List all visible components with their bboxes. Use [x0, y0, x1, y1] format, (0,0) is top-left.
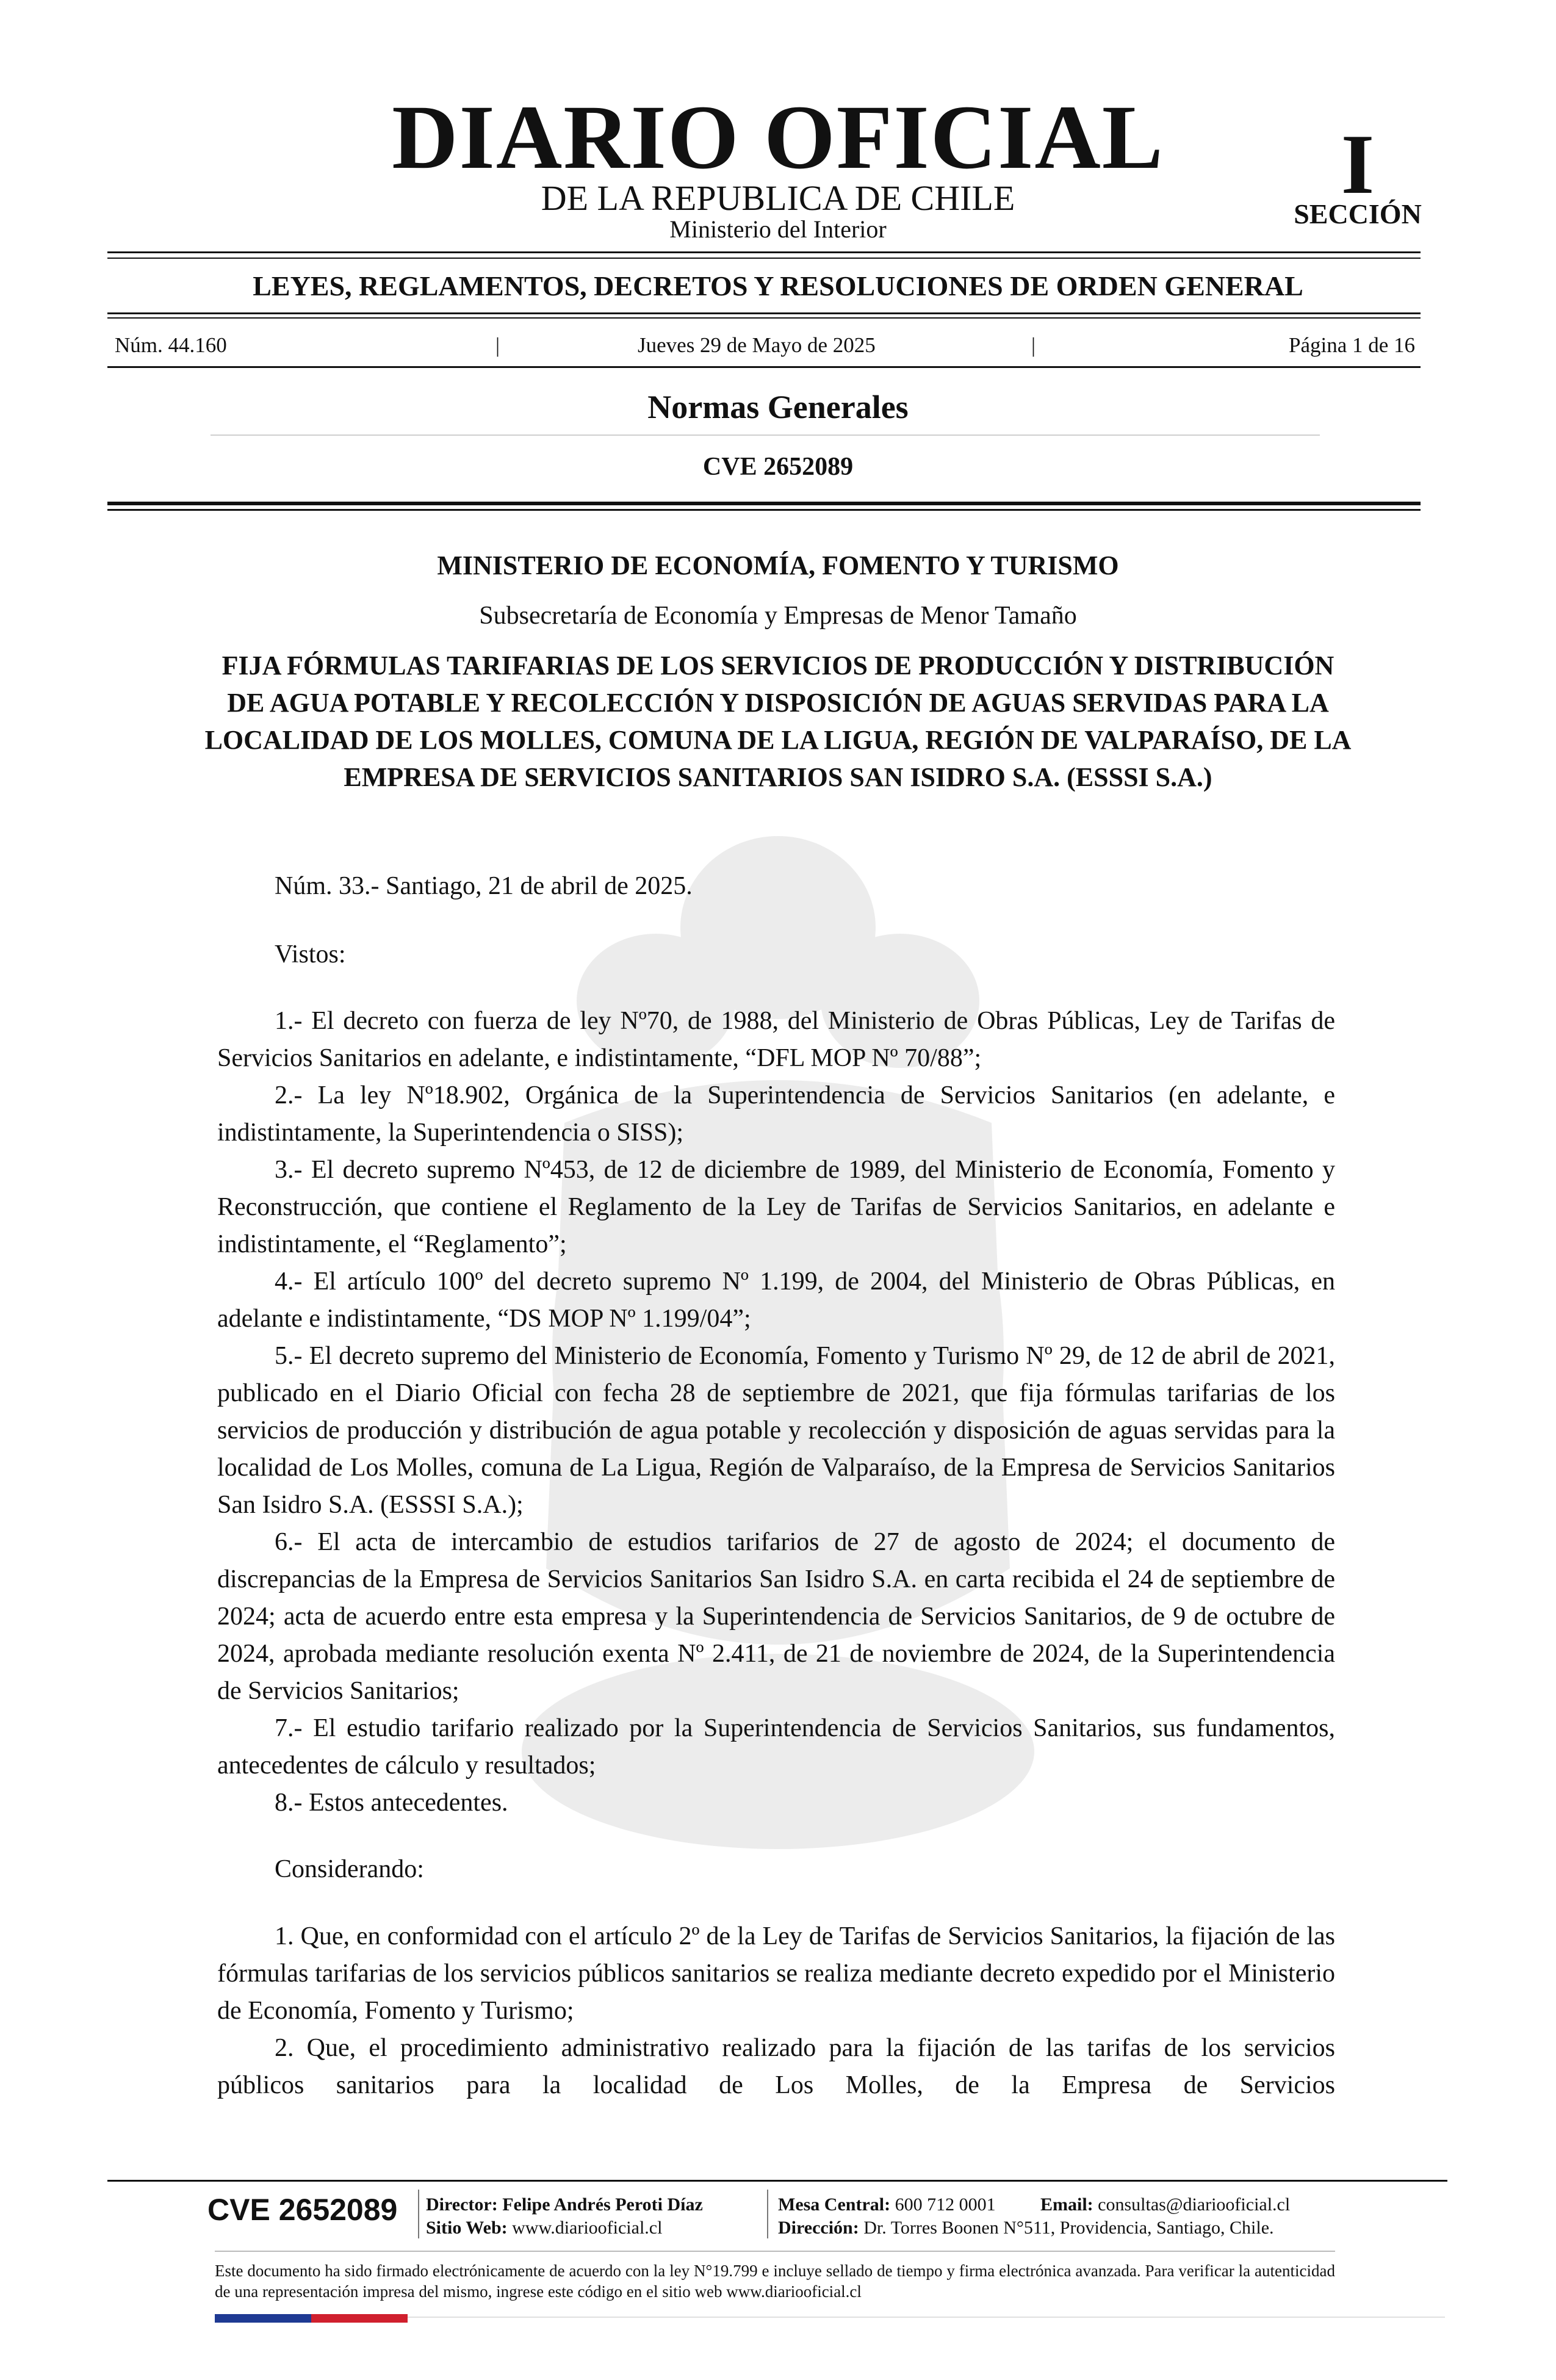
issue-separator: |	[495, 333, 500, 357]
footer-separator	[418, 2190, 419, 2238]
flag-stripe-line	[408, 2317, 1445, 2318]
footer-director	[426, 2196, 703, 2214]
footer-director-label: Director:	[426, 2194, 498, 2215]
footer-rule	[107, 2180, 1447, 2182]
vistos-item: 8.- Estos antecedentes.	[275, 1789, 508, 1817]
vistos-item: 4.- El artículo 100º del decreto supremo Nº 1.199, de 2004, del Ministerio de Obras Públicas, en adelante e indistintamente, “DS MOP Nº 1.199/04”;	[217, 1268, 1335, 1333]
footer-website	[426, 2219, 662, 2237]
vistos-item: 3.- El decreto supremo Nº453, de 12 de diciembre de 1989, del Ministerio de Economía, Fomento y Reconstrucción, que contiene el Reglamento de la Ley de Tarifas de Servicios Sanitarios, en adelante e indistintamente, el “Reglamento”;	[217, 1156, 1335, 1258]
footer-separator	[767, 2190, 768, 2238]
vistos-item: 1.- El decreto con fuerza de ley Nº70, de 1988, del Ministerio de Obras Públicas, Ley de Tarifas de Servicios Sanitarios en adelante, e indistintamente, “DFL MOP Nº 70/88”;	[217, 1007, 1335, 1072]
footer-director-name: Felipe Andrés Peroti Díaz	[502, 2194, 703, 2215]
issue-number: Núm. 44.160	[115, 333, 227, 357]
masthead-subtitle: DE LA REPUBLICA DE CHILE	[541, 178, 1015, 218]
masthead-rule-top	[107, 251, 1421, 253]
footer-mesa-value: 600 712 0001	[895, 2194, 996, 2215]
masthead-title: DIARIO OFICIAL	[392, 87, 1164, 188]
issue-separator: |	[1031, 333, 1036, 357]
section-heading: Normas Generales	[647, 389, 909, 425]
footer-cve: CVE 2652089	[207, 2193, 398, 2227]
section-heading-divider	[211, 435, 1320, 436]
vistos-item: 5.- El decreto supremo del Ministerio de Economía, Fomento y Turismo Nº 29, de 12 de abril de 2021, publicado en el Diario Oficial con fecha 28 de septiembre de 2021, que fija fórmulas tarifarias de los servicios de producción y distribución de agua potable y recolección y disposición de aguas servidas para la localidad de Los Molles, comuna de La Ligua, Región de Valparaíso, de la Empresa de Servicios Sanitarios San Isidro S.A. (ESSSI S.A.);	[217, 1342, 1335, 1519]
vistos-item: 6.- El acta de intercambio de estudios tarifarios de 27 de agosto de 2024; el documento de discrepancias de la Empresa de Servicios Sanitarios San Isidro S.A. en carta recibida el 24 de septiembre de 2024; acta de acuerdo entre esta empresa y la Superintendencia de Servicios Sanitarios, de 9 de octubre de 2024, aprobada mediante resolución exenta Nº 2.411, de 21 de noviembre de 2024, de la Superintendencia de Servicios Sanitarios;	[217, 1528, 1335, 1705]
footer-mesa-label: Mesa Central:	[778, 2194, 891, 2215]
masthead-ministry: Ministerio del Interior	[669, 215, 887, 243]
issue-date: Jueves 29 de Mayo de 2025	[638, 333, 876, 357]
issue-rule-bottom	[107, 366, 1421, 368]
vistos-item: 2.- La ley Nº18.902, Orgánica de la Superintendencia de Servicios Sanitarios (en adelante, e indistintamente, la Superintendencia o SISS);	[217, 1081, 1335, 1147]
issue-page: Página 1 de 16	[1289, 333, 1416, 357]
masthead-rule-bottom	[107, 258, 1421, 259]
footer-website-link[interactable]: www.diariooficial.cl	[512, 2218, 663, 2238]
footer-website-label: Sitio Web:	[426, 2218, 508, 2238]
footer-divider	[215, 2251, 1335, 2252]
footer-email-label: Email:	[1040, 2194, 1093, 2215]
vistos-item: 7.- El estudio tarifario realizado por la Superintendencia de Servicios Sanitarios, sus fundamentos, antecedentes de cálculo y resultados;	[217, 1714, 1335, 1780]
footer-email	[1040, 2196, 1290, 2214]
issue-rule-inner	[107, 317, 1421, 319]
section-label: SECCIÓN	[1294, 198, 1422, 229]
considerando-item: 1. Que, en conformidad con el artículo 2º de la Ley de Tarifas de Servicios Sanitarios, la fijación de las fórmulas tarifarias de los servicios públicos sanitarios se realiza mediante decreto expedido por el Ministerio de Economía, Fomento y Turismo;	[217, 1922, 1335, 2025]
cve-heading: CVE 2652089	[702, 453, 854, 481]
footer-address-label: Dirección:	[778, 2218, 859, 2238]
considerando-label: Considerando:	[275, 1855, 424, 1883]
footer-email-link[interactable]: consultas@diariooficial.cl	[1098, 2194, 1291, 2215]
header-thin-rule	[107, 509, 1421, 511]
footer-notice: Este documento ha sido firmado electrónicamente de acuerdo con la ley N°19.799 e incluye sellado de tiempo y firma electrónica avanzada. Para verificar la autenticidad de una representación impresa del mismo, ingrese este código en el sitio web www.diariooficial.cl	[215, 2262, 1335, 2301]
decree-title: FIJA FÓRMULAS TARIFARIAS DE LOS SERVICIOS DE PRODUCCIÓN Y DISTRIBUCIÓN DE AGUA POTABLE Y RECOLECCIÓN Y DISPOSICIÓN DE AGUAS SERVIDAS PARA LA LOCALIDAD DE LOS MOLLES, COMUNA DE LA LIGUA, REGIÓN DE VALPARAÍSO, DE LA EMPRESA DE SERVICIOS SANITARIOS SAN ISIDRO S.A. (ESSSI S.A.)	[204, 651, 1352, 792]
considerando-item: 2. Que, el procedimiento administrativo realizado para la fijación de las tarifas de los servicios públicos sanitarios para la localidad de Los Molles, de la Empresa de Servicios	[217, 2034, 1335, 2099]
flag-stripe-red	[311, 2314, 408, 2323]
subsecretaria: Subsecretaría de Economía y Empresas de Menor Tamaño	[479, 602, 1077, 630]
vistos-label: Vistos:	[275, 940, 346, 968]
section-numeral: I	[1341, 117, 1375, 212]
decree-number: Núm. 33.- Santiago, 21 de abril de 2025.	[275, 872, 693, 900]
footer-address-value: Dr. Torres Boonen N°511, Providencia, Santiago, Chile.	[863, 2218, 1274, 2238]
ministry-name: MINISTERIO DE ECONOMÍA, FOMENTO Y TURISMO	[437, 550, 1119, 580]
general-heading: LEYES, REGLAMENTOS, DECRETOS Y RESOLUCIONES DE ORDEN GENERAL	[253, 270, 1303, 301]
header-thick-rule	[107, 502, 1421, 505]
flag-stripe-blue	[215, 2314, 311, 2323]
footer-mesa-central	[778, 2196, 996, 2214]
footer-address	[778, 2219, 1274, 2237]
issue-rule-top	[107, 312, 1421, 314]
